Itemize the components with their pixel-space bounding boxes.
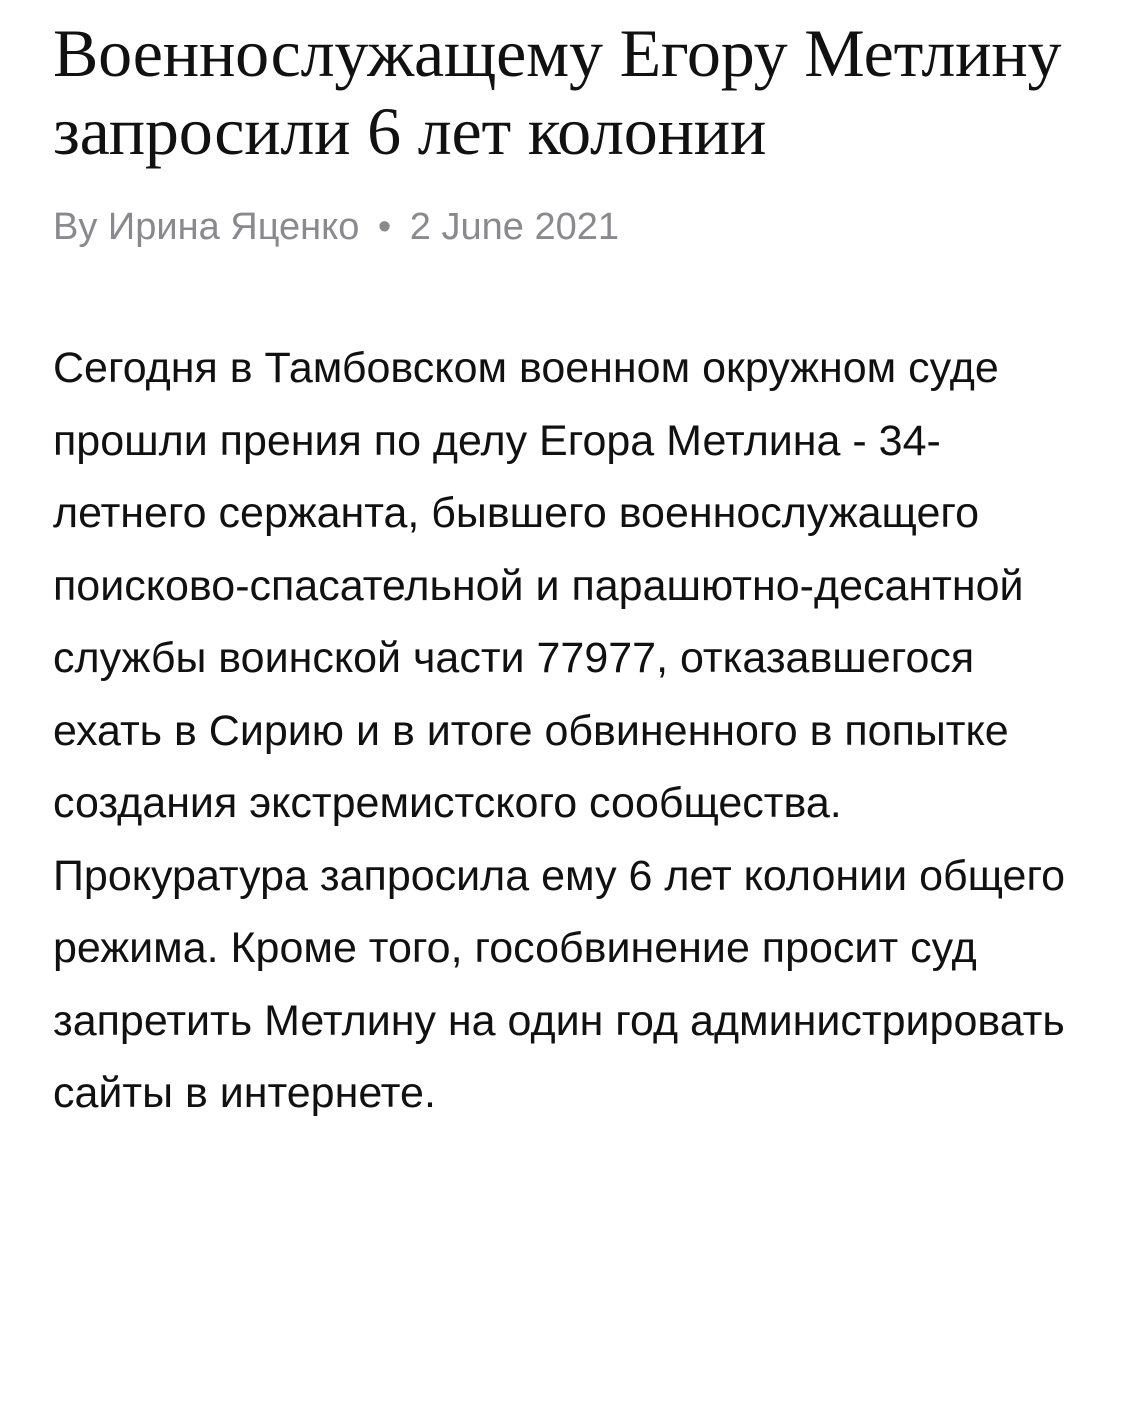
- article-paragraph: Сегодня в Тамбовском военном окружном суде прошли прения по делу Егора Метлина - 34-летнего сержанта, бывшего военнослужащего поисково-спасательной и парашютно-десантной службы воинской части 77977, отказавшегося ехать в Сирию и в итоге обвиненного в попытке создания экстремистского сообщества. Прокуратура запросила ему 6 лет колонии общего режима. Кроме того, гособвинение просит суд запретить Метлину на один год администрировать сайты в интернете.: [53, 344, 1066, 1117]
- byline-date: 2 June 2021: [409, 206, 619, 248]
- byline-prefix: By: [53, 206, 98, 248]
- byline-separator: •: [377, 206, 392, 248]
- article: [53, 14, 1093, 1130]
- article-byline: [53, 203, 1093, 251]
- article-title: Военнослужащему Егору Метлину запросили 6 лет колонии: [53, 15, 1062, 169]
- byline-author[interactable]: Ирина Яценко: [107, 206, 360, 248]
- article-body: [53, 332, 1093, 1130]
